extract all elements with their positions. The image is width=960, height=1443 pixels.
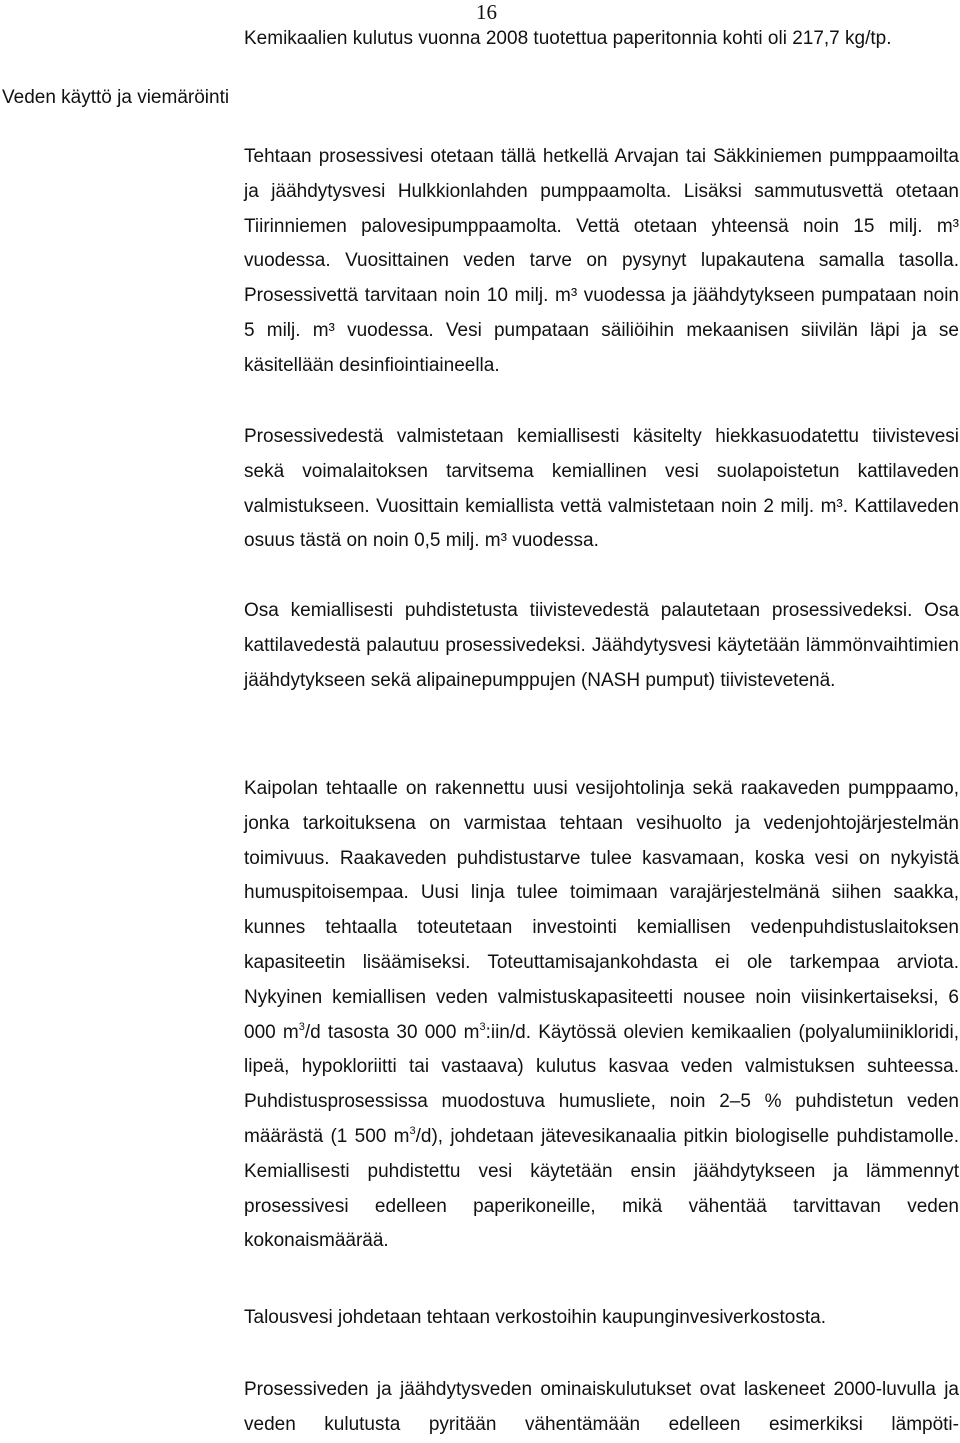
superscript: 3 <box>479 1020 486 1033</box>
paragraph-new-pipeline-part3: :iin/d. Käytössä olevien kemikaalien (polyalumiinikloridi, lipeä, hypokloriitti tai vastaava) kulutus kasvaa veden valmistuksen suhteessa. Puhdistusprosessissa muodostuva humusliete, noin 2–5 % puhdistetun veden määrästä (1 500 m <box>244 1021 959 1147</box>
section-heading: Veden käyttö ja viemäröinti <box>2 87 230 108</box>
paragraph-household-water: Talousvesi johdetaan tehtaan verkostoihin kaupunginvesiverkostosta. <box>244 1307 826 1328</box>
paragraph-chemical-water: Prosessivedestä valmistetaan kemiallisesti käsitelty hiekkasuodatettu tiivistevesi sekä voimalaitoksen tarvitsema kemiallinen vesi suolapoistetun kattilaveden valmistukseen. Vuosittain kemiallista vettä valmistetaan noin 2 milj. m³. Kattilaveden osuus tästä on noin 0,5 milj. m³ vuodessa. <box>244 426 959 552</box>
paragraph-water-intake: Tehtaan prosessivesi otetaan tällä hetkellä Arvajan tai Säkkiniemen pumppaamoilta ja jäähdytysvesi Hulkkionlahden pumppaamolta. Lisäksi sammutusvettä otetaan Tiirinniemen palovesipumppaamolta. Vettä otetaan yhteensä noin 15 milj. m³ vuodessa. Vuosittainen veden tarve on pysynyt lupakautena samalla tasolla. Prosessivettä tarvitaan noin 10 milj. m³ vuodessa ja jäähdytykseen pumpataan noin 5 milj. m³ vuodessa. Vesi pumpataan säiliöihin mekaanisen siivilän läpi ja se käsitellään desinfiointiaineella. <box>244 146 959 376</box>
paragraph-new-pipeline-part1: Kaipolan tehtaalle on rakennettu uusi vesijohtolinja sekä raakaveden pumppaamo, jonka tarkoituksena on varmistaa tehtaan vesihuolto ja vedenjohtojärjestelmän toimivuus. Raakaveden puhdistustarve tulee kasvamaan, koska vesi on nykyistä humuspitoisempaa. Uusi linja tulee toimimaan varajärjestelmänä siihen saakka, kunnes tehtaalla toteutetaan investointi kemiallisen vedenpuhdistuslaitoksen kapasiteetin lisäämiseksi. Toteuttamisajankohdasta ei ole tarkempaa arviota. Nykyinen kemiallisen veden valmistuskapasiteetti nousee noin viisinkertaiseksi, 6 000 m <box>244 778 959 1043</box>
paragraph-specific-consumption: Prosessiveden ja jäähdytysveden ominaiskulutukset ovat laskeneet 2000-luvulla ja veden kulutusta pyritään vähentämään edelleen esimerkiksi lämpöti- <box>244 1379 959 1435</box>
paragraph-new-pipeline-part2: /d tasosta 30 000 m <box>304 1021 480 1043</box>
page-number: 16 <box>476 0 497 24</box>
paragraph-new-pipeline-part4: /d), johdetaan jätevesikanaalia pitkin biologiselle puhdistamolle. Kemiallisesti puhdistettu vesi käytetään ensin jäähdytykseen ja lämmennyt prosessivesi edelleen paperikoneille, mikä vähentää tarvittavan veden kokonaismäärää. <box>244 1125 959 1252</box>
superscript: 3 <box>298 1020 305 1033</box>
superscript: 3 <box>409 1124 416 1137</box>
intro-line: Kemikaalien kulutus vuonna 2008 tuotettua paperitonnia kohti oli 217,7 kg/tp. <box>244 28 892 49</box>
paragraph-water-return: Osa kemiallisesti puhdistetusta tiivistevedestä palautetaan prosessivedeksi. Osa kattilavedestä palautuu prosessivedeksi. Jäähdytysvesi käytetään lämmönvaihtimien jäähdytykseen sekä alipainepumppujen (NASH pumput) tiivistevetenä. <box>244 600 959 691</box>
paragraph-new-pipeline <box>244 772 959 1259</box>
